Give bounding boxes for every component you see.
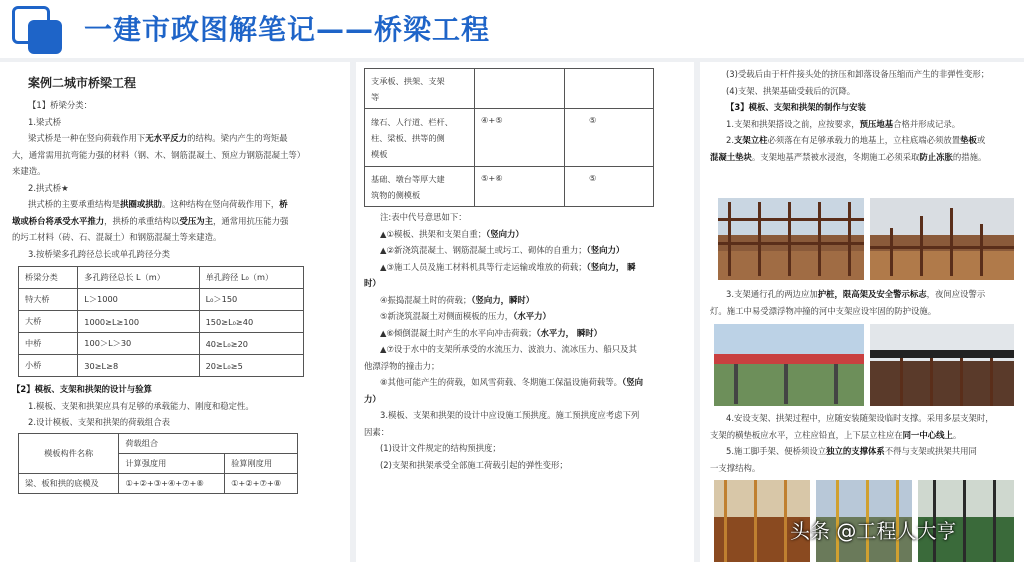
scaffold-photo [718, 198, 864, 280]
text-line: 混凝土垫块。支架地基严禁被水浸泡，冬期施工必须采取防止冻胀的措施。 [710, 151, 987, 162]
text-line: (3)受载后由于杆件接头处的挤压和卸落设备压缩而产生的非弹性变形； [726, 69, 990, 79]
table-cell: 150≥L₀≥40 [199, 311, 303, 333]
table-cell: 特大桥 [19, 289, 78, 311]
table-cell: 100＞L＞30 [78, 333, 199, 355]
bridge-site-photo [870, 324, 1014, 406]
text-line: 【2】模板、支架和拱架的设计与验算 [12, 384, 152, 394]
text-line: ▲①模板、拱架和支架自重；（竖向力） [380, 228, 524, 239]
text-line: 2.支架立柱必须落在有足够承载力的地基上，立柱底端必须放置垫板或 [726, 135, 986, 145]
text-line: ▲⑦设于水中的支架所承受的水流压力、波浪力、流冰压力、船只及其 [380, 344, 637, 354]
table-cell: L＞1000 [78, 289, 199, 311]
text-line: (4)支架、拱架基础受载后的沉降。 [726, 85, 856, 96]
text-line: 4.安设支架、拱架过程中，应随安装随架设临时支撑。采用多层支架时， [726, 413, 994, 423]
table-cell: 40≥L₀≥20 [199, 333, 303, 355]
text-line: 时） [364, 278, 381, 288]
table-cell [475, 69, 565, 109]
table-row [19, 333, 304, 355]
watermark: 头条 @工程人大亨 [790, 519, 957, 543]
text-line: 大，通常需用抗弯能力强的材料（钢、木、钢筋混凝土、预应力钢筋混凝土等） [12, 149, 306, 160]
table-cell: L₀＞150 [199, 289, 303, 311]
table-header: 计算强度用 [119, 453, 225, 473]
load-combination-table-continued [364, 68, 654, 207]
table-cell: 1000≥L≥100 [78, 311, 199, 333]
table-header: 验算刚度用 [225, 453, 298, 473]
table-header: 模板构件名称 [19, 433, 119, 473]
text-line: 来建造。 [12, 166, 46, 176]
text-line: 的圬工材料（砖、石、混凝土）和钢筋混凝土等来建造。 [12, 232, 222, 242]
column-1 [0, 62, 350, 562]
table-row [19, 473, 298, 493]
text-line: 拱式桥的主要承重结构是拱圈或拱肋。这种结构在竖向荷载作用下，桥 [28, 199, 288, 209]
table-row [365, 109, 654, 167]
table-cell: ①+②+③+④+⑦+⑧ [119, 473, 225, 493]
table-header: 桥梁分类 [19, 267, 78, 289]
load-combination-table [18, 433, 298, 494]
table-cell: 30≥L≥8 [78, 355, 199, 377]
text-line: 1.模板、支架和拱架应具有足够的承载能力、刚度和稳定性。 [28, 400, 254, 411]
table-row [19, 289, 304, 311]
table-cell: 中桥 [19, 333, 78, 355]
text-line: 梁式桥是一种在竖向荷载作用下无水平反力的结构。梁内产生的弯矩最 [28, 133, 288, 143]
table-cell: ④+⑤ [475, 109, 565, 167]
table-cell: ①+②+⑦+⑧ [225, 473, 298, 493]
table-row [365, 69, 654, 109]
text-line: 2.拱式桥★ [28, 182, 69, 193]
text-line: 力） [364, 393, 381, 404]
table-cell: ⑤ [565, 109, 654, 167]
table-cell [565, 69, 654, 109]
text-line: 1.梁式桥 [28, 116, 62, 127]
text-line: 注:表中代号意思如下： [380, 212, 467, 222]
text-line: 5.施工脚手架、便桥须设立独立的支撑体系不得与支架或拱架共用同 [726, 446, 977, 456]
table-cell: 支承板、拱架、支架 等 [365, 69, 475, 109]
table-cell: ⑤+⑥ [475, 167, 565, 207]
table-cell: 大桥 [19, 311, 78, 333]
table-header: 单孔跨径 L₀（m） [199, 267, 303, 289]
column-3 [700, 62, 1024, 562]
case-title: 案例二城市桥梁工程 [28, 76, 137, 90]
text-line: ⑤新浇筑混凝土对侧面模板的压力，（水平力） [380, 311, 551, 321]
page-title: 一建市政图解笔记——桥梁工程 [84, 13, 491, 46]
text-line: ▲⑥倾倒混凝土时产生的水平向冲击荷载；（水平力， 瞬时） [380, 327, 603, 338]
text-line: 墩或桥台将承受水平推力，拱桥的承重结构以受压为主，通常用抗压能力强 [12, 215, 289, 226]
text-line: 他漂浮物的撞击力； [364, 360, 440, 371]
text-line: 3.模板、支架和拱架的设计中应设施工预拱度。施工预拱度应考虑下列 [380, 410, 640, 420]
table-cell: 缘石、人行道、栏杆、 柱、梁板、拱等的侧 模板 [365, 109, 475, 167]
bridge-site-photo [714, 324, 864, 406]
header [0, 0, 1024, 58]
text-line: ④振捣混凝土时的荷载；（竖向力，瞬时） [380, 294, 535, 305]
text-line: 1.支架和拱架搭设之前，应按要求，预压地基合格并形成记录。 [726, 118, 961, 129]
text-line: 3.按桥梁多孔跨径总长或单孔跨径分类 [28, 248, 170, 259]
text-line: 一支撑结构。 [710, 462, 761, 473]
table-row [19, 311, 304, 333]
text-line: 2.设计模板、支架和拱架的荷载组合表 [28, 417, 170, 427]
table-header: 多孔跨径总长 L（m） [78, 267, 199, 289]
text-line: (2)支架和拱架承受全部施工荷载引起的弹性变形； [380, 459, 568, 470]
text-line: 【1】桥梁分类： [28, 100, 92, 110]
text-line: ▲②新浇筑混凝土、钢筋混凝土或圬工、砌体的自重力；（竖向力） [380, 245, 625, 255]
text-line: 3.支架通行孔的两边应加护桩，限高架及安全警示标志，夜间应设警示 [726, 289, 986, 299]
table-header: 荷载组合 [119, 433, 298, 453]
text-line: 支架的横垫板应水平，立柱应铅直，上下层立柱应在同一中心线上。 [710, 429, 962, 440]
table-row [365, 167, 654, 207]
table-row [19, 355, 304, 377]
logo-icon [12, 6, 64, 52]
text-line: (1)设计文件规定的结构预拱度； [380, 443, 501, 453]
table-cell: 梁、板和拱的底模及 [19, 473, 119, 493]
column-2 [356, 62, 694, 562]
text-line: ⑧其他可能产生的荷载，如风雪荷载、冬期施工保温设施荷载等。（竖向 [380, 377, 643, 387]
table-cell: 20≥L₀≥5 [199, 355, 303, 377]
bridge-classification-table [18, 266, 304, 377]
table-cell: ⑤ [565, 167, 654, 207]
table-cell: 基础、墩台等厚大建 筑物的侧模板 [365, 167, 475, 207]
text-line: 【3】模板、支架和拱架的制作与安装 [726, 102, 866, 112]
text-line: ▲③施工人员及施工材料机具等行走运输或堆放的荷载；（竖向力， 瞬 [380, 261, 636, 272]
text-line: 因素： [364, 426, 390, 437]
table-cell: 小桥 [19, 355, 78, 377]
text-line: 灯。施工中易受漂浮物冲撞的河中支架应设牢固的防护设施。 [710, 305, 937, 316]
scaffold-photo [870, 198, 1014, 280]
